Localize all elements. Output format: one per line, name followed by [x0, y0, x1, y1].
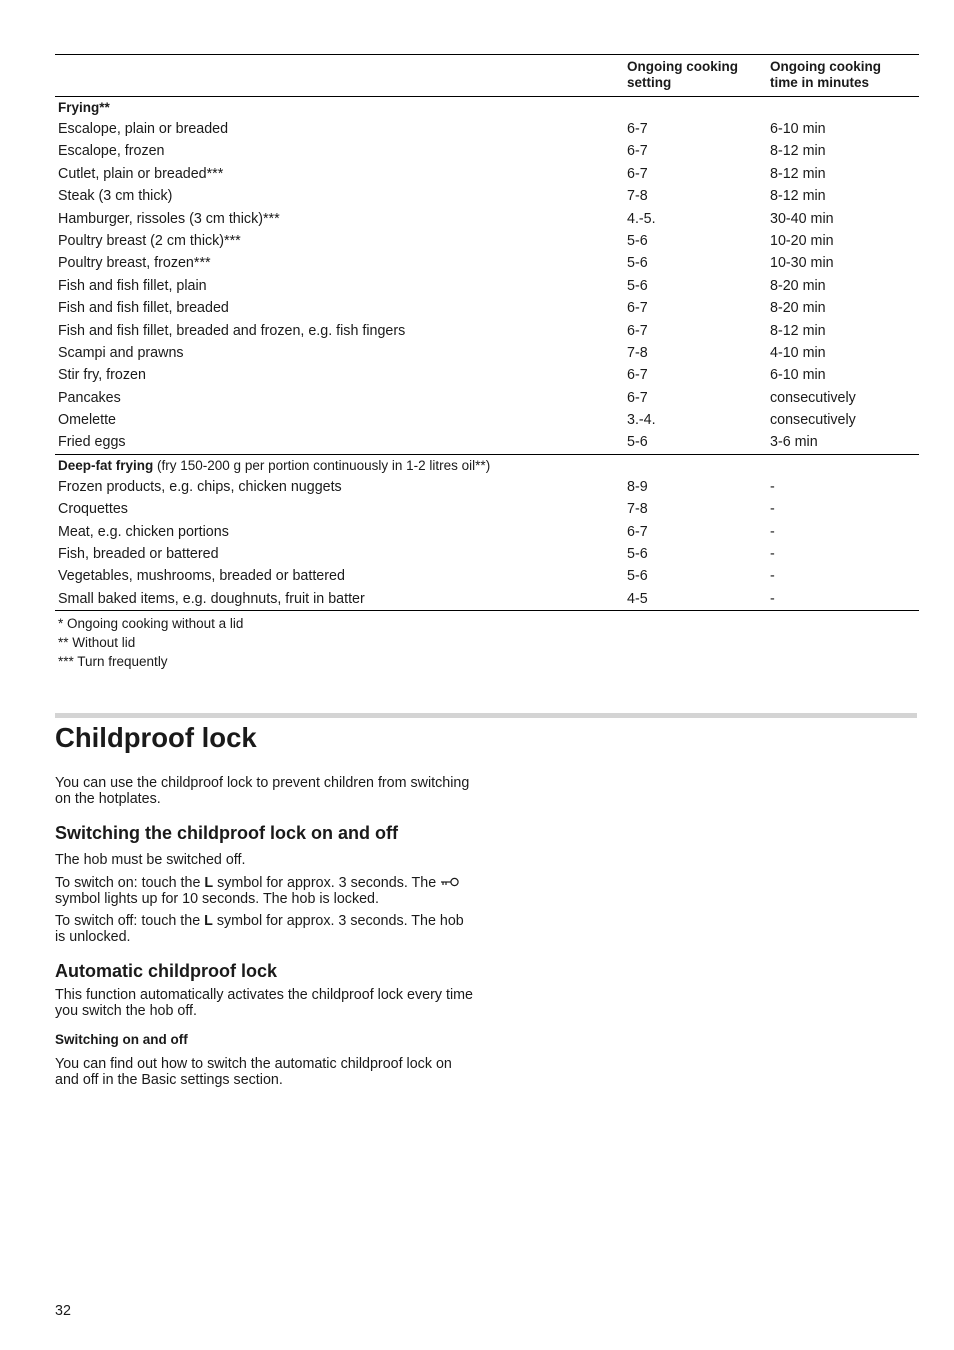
footnote: *** Turn frequently [58, 654, 168, 670]
cooking-table [55, 54, 919, 611]
setting-cell: 5-6 [627, 232, 648, 249]
food-cell: Omelette [58, 412, 117, 429]
time-cell: 8-12 min [770, 165, 826, 182]
food-cell: Frozen products, e.g. chips, chicken nuggets [58, 478, 342, 495]
basic-settings-paragraph: You can find out how to switch the automatic childproof lock on and off in the Basic settings section. [55, 1056, 452, 1089]
time-cell: 10-20 min [770, 232, 834, 249]
time-cell: 6-10 min [770, 121, 826, 137]
food-cell: Poultry breast (2 cm thick)*** [58, 232, 241, 249]
setting-cell: 7-8 [627, 344, 648, 361]
table-header [55, 55, 919, 97]
table-row [55, 297, 919, 319]
table-row [55, 409, 919, 431]
setting-cell: 5-6 [627, 546, 648, 563]
table-row [55, 521, 919, 543]
setting-cell: 5-6 [627, 568, 648, 585]
time-cell: 8-20 min [770, 277, 826, 294]
food-cell: Scampi and prawns [58, 344, 184, 361]
time-cell: consecutively [770, 412, 856, 429]
time-cell: - [770, 568, 775, 585]
food-cell: Fish, breaded or battered [58, 546, 219, 563]
time-cell: 8-12 min [770, 143, 826, 160]
time-cell: 3-6 min [770, 434, 818, 451]
table-row [55, 543, 919, 565]
table-row [55, 342, 919, 364]
frying-section-title: Frying** [58, 100, 110, 115]
time-cell: - [770, 590, 775, 607]
header-setting: Ongoing cooking setting [627, 59, 738, 90]
page-number: 32 [55, 1303, 71, 1319]
food-cell: Fish and fish fillet, breaded and frozen, e.g. fish fingers [58, 322, 406, 339]
switching-heading: Switching the childproof lock on and off [55, 823, 398, 843]
switching-on-off-subheading: Switching on and off [55, 1032, 188, 1047]
time-cell: 6-10 min [770, 367, 826, 384]
food-cell: Fish and fish fillet, plain [58, 277, 207, 294]
footnote: * Ongoing cooking without a lid [58, 616, 244, 632]
time-cell: - [770, 546, 775, 563]
food-cell: Fish and fish fillet, breaded [58, 300, 229, 317]
frying-rows [55, 118, 919, 454]
table-row [55, 588, 919, 610]
table-row [55, 498, 919, 520]
table-row [55, 230, 919, 252]
footnote: ** Without lid [58, 635, 136, 651]
food-cell: Stir fry, frozen [58, 367, 146, 384]
food-cell: Cutlet, plain or breaded*** [58, 165, 224, 182]
table-row [55, 476, 919, 498]
setting-cell: 6-7 [627, 121, 648, 137]
setting-cell: 8-9 [627, 478, 648, 495]
time-cell: 4-10 min [770, 344, 826, 361]
switching-paragraph-2: To switch on: touch the L symbol for approx. 3 seconds. The symbol lights up for 10 seconds. The hob is locked. [55, 875, 475, 908]
intro-paragraph: You can use the childproof lock to prevent children from switching on the hotplates. [55, 775, 470, 808]
time-cell: 10-30 min [770, 255, 834, 272]
setting-cell: 6-7 [627, 523, 648, 540]
food-cell: Escalope, plain or breaded [58, 121, 229, 137]
food-cell: Escalope, frozen [58, 143, 165, 160]
setting-cell: 6-7 [627, 143, 648, 160]
switching-paragraph-3: To switch off: touch the L symbol for approx. 3 seconds. The hob is unlocked. [55, 913, 464, 946]
setting-cell: 6-7 [627, 367, 648, 384]
setting-cell: 5-6 [627, 277, 648, 294]
time-cell: 8-12 min [770, 188, 826, 205]
automatic-heading: Automatic childproof lock [55, 961, 278, 981]
food-cell: Pancakes [58, 389, 121, 406]
time-cell: 30-40 min [770, 210, 834, 227]
time-cell: - [770, 501, 775, 518]
setting-cell: 7-8 [627, 501, 648, 518]
table-row [55, 118, 919, 140]
setting-cell: 4-5 [627, 590, 648, 607]
setting-cell: 6-7 [627, 300, 648, 317]
table-row [55, 275, 919, 297]
section-title: Childproof lock [55, 722, 257, 753]
deep-fat-section-title: Deep-fat frying (fry 150-200 g per portion continuously in 1-2 litres oil**) [55, 454, 919, 476]
l-key-symbol: L [204, 913, 213, 929]
table-row [55, 252, 919, 274]
setting-cell: 4.-5. [627, 210, 656, 227]
document-page [55, 54, 919, 1089]
setting-cell: 5-6 [627, 434, 648, 451]
food-cell: Small baked items, e.g. doughnuts, fruit in batter [58, 590, 365, 607]
time-cell: - [770, 523, 775, 540]
food-cell: Poultry breast, frozen*** [58, 255, 211, 272]
food-cell: Meat, e.g. chicken portions [58, 523, 229, 540]
table-row [55, 431, 919, 453]
setting-cell: 3.-4. [627, 412, 656, 429]
switching-paragraph-1: The hob must be switched off. [55, 852, 246, 868]
setting-cell: 6-7 [627, 389, 648, 406]
time-cell: 8-20 min [770, 300, 826, 317]
food-cell: Vegetables, mushrooms, breaded or battered [58, 568, 345, 585]
section-divider-bar [55, 713, 917, 718]
setting-cell: 6-7 [627, 165, 648, 182]
table-row [55, 140, 919, 162]
food-cell: Fried eggs [58, 434, 126, 451]
time-cell: 8-12 min [770, 322, 826, 339]
setting-cell: 6-7 [627, 322, 648, 339]
food-cell: Hamburger, rissoles (3 cm thick)*** [58, 210, 280, 227]
header-time: Ongoing cooking time in minutes [770, 59, 881, 90]
food-cell: Croquettes [58, 501, 128, 518]
food-cell: Steak (3 cm thick) [58, 188, 173, 205]
table-row [55, 163, 919, 185]
automatic-paragraph: This function automatically activates the childproof lock every time you switch the hob off. [55, 987, 473, 1020]
table-row [55, 387, 919, 409]
l-key-symbol: L [204, 875, 214, 891]
time-cell: - [770, 478, 775, 495]
deep-fat-rows [55, 476, 919, 610]
table-row [55, 185, 919, 207]
setting-cell: 5-6 [627, 255, 648, 272]
table-row [55, 208, 919, 230]
table-row [55, 364, 919, 386]
table-row [55, 320, 919, 342]
setting-cell: 7-8 [627, 188, 648, 205]
table-row [55, 565, 919, 587]
time-cell: consecutively [770, 389, 856, 406]
key-lock-icon [440, 875, 460, 891]
table-footnotes [55, 614, 919, 671]
